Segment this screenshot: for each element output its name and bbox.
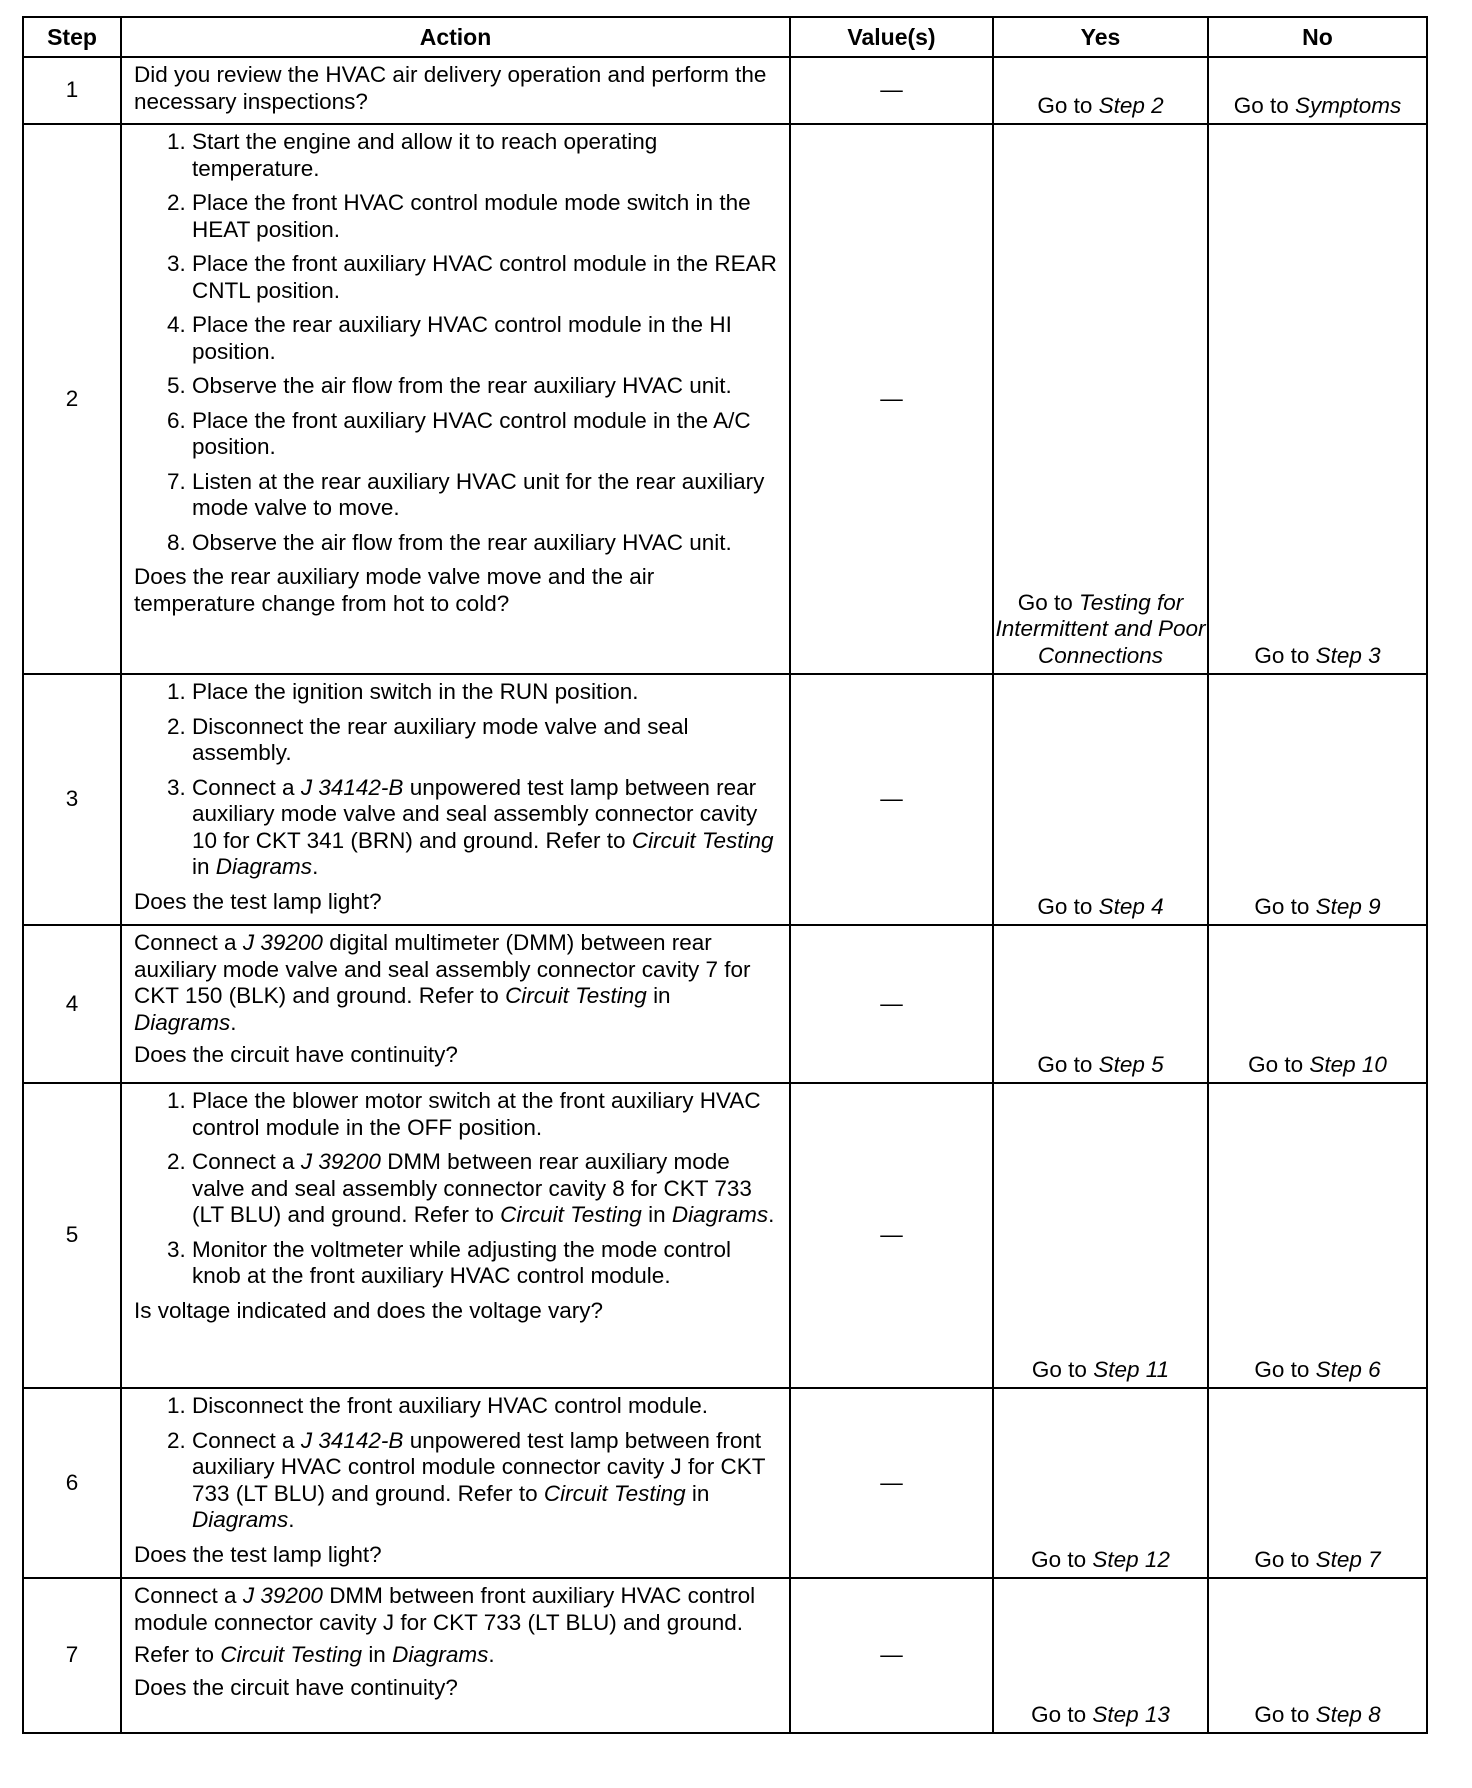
text-span: . — [768, 1202, 775, 1227]
text-span: Connect a — [192, 774, 295, 800]
go-to-label: Go to — [1248, 1051, 1304, 1077]
text-span: Connect a — [192, 1149, 295, 1174]
table-row — [23, 1578, 1427, 1733]
yes-cell — [993, 1578, 1208, 1733]
question-text: Does the circuit have continuity? — [134, 1042, 458, 1067]
text-span: Connect a — [134, 1583, 237, 1608]
value-cell — [790, 1388, 993, 1578]
table-row — [23, 1083, 1427, 1388]
question-text: Is voltage indicated and does the voltage vary? — [134, 1297, 604, 1323]
action-cell — [121, 1388, 790, 1578]
list-item — [192, 775, 779, 881]
list-item — [192, 1428, 779, 1534]
question-text: Does the test lamp light? — [134, 1541, 382, 1567]
list-item: 1. Start the engine and allow it to reach operating temperature. — [192, 129, 779, 182]
procedure-list — [134, 129, 779, 556]
tool-number: J 39200 — [300, 1149, 381, 1174]
list-item: 1. Place the blower motor switch at the front auxiliary HVAC control module in the OFF position. — [192, 1088, 779, 1141]
no-target: Step 10 — [1309, 1051, 1387, 1077]
action-cell — [121, 925, 790, 1083]
step-number: 5 — [23, 1083, 121, 1388]
yes-cell — [993, 124, 1208, 674]
question-text: Did you review the HVAC air delivery operation and perform the necessary inspections? — [134, 62, 767, 114]
header-row — [23, 17, 1427, 57]
no-cell — [1208, 124, 1427, 674]
text-span: in — [653, 983, 671, 1008]
go-to-label: Go to — [1037, 1051, 1093, 1077]
list-item: 3. Place the front auxiliary HVAC control module in the REAR CNTL position. — [192, 251, 779, 304]
header-values: Value(s) — [790, 17, 993, 57]
text-span: unpowered test lamp between rear auxiliary mode valve and seal assembly connector cavity 10 for CKT 341 (BRN) and ground. Refer to — [192, 774, 758, 853]
procedure-list — [134, 679, 779, 881]
no-cell — [1208, 1083, 1427, 1388]
procedure-list — [134, 1088, 779, 1290]
text-span: in — [648, 1202, 666, 1227]
yes-target: Step 5 — [1098, 1051, 1164, 1077]
tool-number: J 34142-B — [300, 774, 404, 800]
value-dash: — — [880, 77, 903, 103]
text-span: unpowered test lamp between front auxiliary HVAC control module connector cavity J for CKT 733 (LT BLU) and ground. Refer to — [192, 1427, 766, 1506]
value-cell — [790, 57, 993, 124]
list-item: 7. Listen at the rear auxiliary HVAC unit for the rear auxiliary mode valve to move. — [192, 469, 779, 522]
step-number: 6 — [23, 1388, 121, 1578]
list-item: 2. Place the front HVAC control module mode switch in the HEAT position. — [192, 190, 779, 243]
no-cell — [1208, 674, 1427, 925]
list-item: 3. Monitor the voltmeter while adjusting the mode control knob at the front auxiliary HVAC control module. — [192, 1237, 779, 1290]
list-item: 5. Observe the air flow from the rear auxiliary HVAC unit. — [192, 373, 779, 400]
document-name: Diagrams — [671, 1202, 769, 1227]
value-dash: — — [880, 1469, 903, 1495]
table-row — [23, 1388, 1427, 1578]
action-cell — [121, 124, 790, 674]
diagnostic-table — [22, 16, 1428, 1734]
action-cell — [121, 1578, 790, 1733]
yes-cell — [993, 925, 1208, 1083]
reference-link-text: Circuit Testing — [543, 1480, 686, 1506]
go-to-label: Go to — [1031, 1546, 1087, 1572]
action-cell — [121, 674, 790, 925]
go-to-label: Go to — [1254, 642, 1310, 668]
value-dash: — — [880, 385, 903, 411]
action-cell — [121, 57, 790, 124]
go-to-label: Go to — [1254, 893, 1310, 919]
yes-target: Step 13 — [1092, 1701, 1170, 1727]
value-dash: — — [880, 1642, 903, 1668]
yes-target: Testing for Intermittent and Poor Connections — [995, 589, 1206, 668]
value-dash: — — [880, 990, 903, 1016]
document-name: Diagrams — [392, 1642, 489, 1667]
value-cell — [790, 124, 993, 674]
no-target: Step 7 — [1315, 1546, 1381, 1572]
table-row — [23, 925, 1427, 1083]
text-span: digital multimeter (DMM) between rear auxiliary mode valve and seal assembly connector cavity 7 for CKT 150 (BLK) and ground. Refer to — [134, 930, 751, 1008]
yes-target: Step 11 — [1093, 1356, 1170, 1382]
go-to-label: Go to — [1037, 893, 1093, 919]
tool-number: J 34142-B — [300, 1427, 404, 1453]
value-dash: — — [880, 1222, 903, 1248]
no-target: Step 8 — [1315, 1701, 1381, 1727]
value-cell — [790, 1578, 993, 1733]
yes-cell — [993, 1388, 1208, 1578]
procedure-list — [134, 1393, 779, 1534]
go-to-label: Go to — [1233, 92, 1289, 118]
yes-target: Step 4 — [1098, 893, 1164, 919]
go-to-label: Go to — [1031, 1701, 1087, 1727]
refer-paragraph — [134, 1642, 779, 1669]
tool-number: J 39200 — [242, 930, 323, 955]
yes-target: Step 12 — [1092, 1546, 1170, 1572]
value-dash: — — [880, 786, 903, 812]
text-span: Refer to — [134, 1642, 215, 1667]
question-text: Does the test lamp light? — [134, 888, 382, 914]
document-name: Diagrams — [192, 1507, 289, 1532]
go-to-label: Go to — [1037, 92, 1093, 118]
action-paragraph — [134, 1583, 779, 1636]
table-row — [23, 124, 1427, 674]
table-row — [23, 57, 1427, 124]
no-target: Step 3 — [1315, 642, 1381, 668]
header-no: No — [1208, 17, 1427, 57]
yes-cell — [993, 57, 1208, 124]
step-number: 3 — [23, 674, 121, 925]
value-cell — [790, 1083, 993, 1388]
list-item: 2. Disconnect the rear auxiliary mode valve and seal assembly. — [192, 714, 779, 767]
text-span: Connect a — [192, 1427, 295, 1453]
list-item: 1. Disconnect the front auxiliary HVAC control module. — [192, 1393, 779, 1420]
list-item: 4. Place the rear auxiliary HVAC control module in the HI position. — [192, 312, 779, 365]
no-target: Step 9 — [1315, 893, 1381, 919]
text-span: . — [488, 1642, 495, 1667]
yes-target: Step 2 — [1098, 92, 1164, 118]
value-cell — [790, 674, 993, 925]
text-span: in — [192, 854, 210, 879]
table-row — [23, 674, 1427, 925]
go-to-label: Go to — [1254, 1546, 1310, 1572]
text-span: in — [368, 1642, 386, 1667]
no-cell — [1208, 1578, 1427, 1733]
header-step: Step — [23, 17, 121, 57]
no-cell — [1208, 1388, 1427, 1578]
no-target: Step 6 — [1315, 1356, 1381, 1382]
reference-link-text: Circuit Testing — [631, 827, 774, 853]
document-name: Diagrams — [215, 854, 313, 879]
reference-link-text: Circuit Testing — [220, 1642, 363, 1667]
action-cell — [121, 1083, 790, 1388]
text-span: . — [288, 1507, 295, 1532]
no-cell — [1208, 925, 1427, 1083]
list-item: 6. Place the front auxiliary HVAC control module in the A/C position. — [192, 408, 779, 461]
list-item: 8. Observe the air flow from the rear auxiliary HVAC unit. — [192, 530, 779, 557]
yes-cell — [993, 1083, 1208, 1388]
text-span: DMM between front auxiliary HVAC control module connector cavity J for CKT 733 (LT BLU) and ground. — [134, 1583, 756, 1635]
header-yes: Yes — [993, 17, 1208, 57]
tool-number: J 39200 — [242, 1583, 323, 1608]
reference-link-text: Circuit Testing — [500, 1202, 642, 1227]
value-cell — [790, 925, 993, 1083]
document-name: Diagrams — [134, 1009, 231, 1035]
text-span: DMM between rear auxiliary mode valve and seal assembly connector cavity 8 for CKT 733 (LT BLU) and ground. Refer to — [192, 1149, 752, 1227]
header-action: Action — [121, 17, 790, 57]
reference-link-text: Circuit Testing — [505, 983, 647, 1008]
no-target: Symptoms — [1295, 92, 1402, 118]
action-paragraph — [134, 930, 779, 1036]
list-item — [192, 1149, 779, 1229]
go-to-label: Go to — [1254, 1701, 1310, 1727]
step-number: 4 — [23, 925, 121, 1083]
text-span: . — [312, 854, 319, 879]
step-number: 7 — [23, 1578, 121, 1733]
go-to-label: Go to — [1254, 1356, 1310, 1382]
question-text: Does the circuit have continuity? — [134, 1674, 458, 1700]
text-span: in — [691, 1480, 710, 1506]
go-to-label: Go to — [1031, 1356, 1087, 1382]
step-number: 1 — [23, 57, 121, 124]
go-to-label: Go to — [1017, 589, 1073, 615]
text-span: . — [230, 1009, 237, 1035]
text-span: Connect a — [134, 930, 237, 955]
list-item: 1. Place the ignition switch in the RUN position. — [192, 679, 779, 706]
step-number: 2 — [23, 124, 121, 674]
question-text: Does the rear auxiliary mode valve move and the air temperature change from hot to cold? — [134, 564, 655, 616]
no-cell — [1208, 57, 1427, 124]
yes-cell — [993, 674, 1208, 925]
